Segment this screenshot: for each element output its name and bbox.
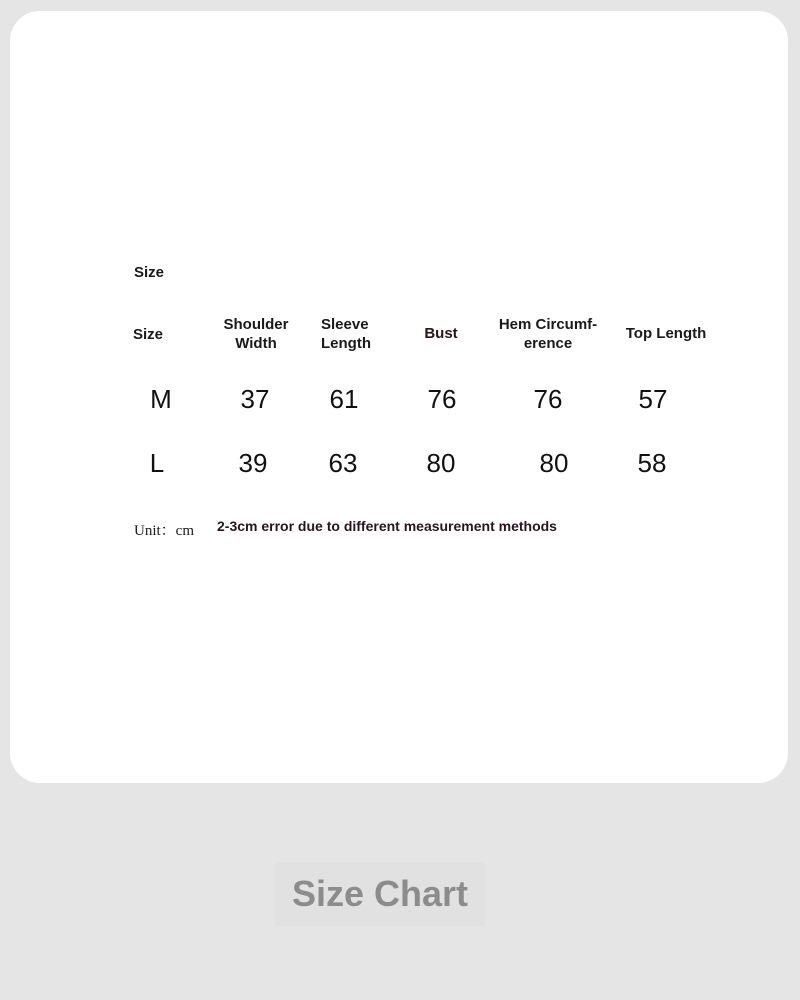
cell-l-hem: 80: [539, 448, 569, 478]
header-hem-line1: Hem Circumf-: [498, 316, 598, 333]
cell-m-hem: 76: [533, 384, 563, 414]
cell-m-bust: 76: [427, 384, 457, 414]
header-top-length: Top Length: [625, 325, 707, 342]
cell-l-bust: 80: [426, 448, 456, 478]
cell-l-sleeve: 63: [328, 448, 358, 478]
cell-m-sleeve: 61: [329, 384, 359, 414]
size-chart-title: Size Chart: [275, 862, 485, 926]
header-sleeve-length: [297, 315, 397, 353]
cell-m-top-length: 57: [638, 384, 668, 414]
header-sleeve-line1: Sleeve: [321, 316, 369, 333]
header-sleeve-line2: Length: [321, 335, 371, 352]
header-bust: Bust: [424, 325, 458, 342]
cell-l-size: L: [149, 448, 165, 478]
header-shoulder-line2: Width: [235, 335, 277, 352]
header-size: Size: [133, 326, 164, 343]
header-shoulder-line1: Shoulder: [223, 316, 289, 333]
measurement-error-note: 2-3cm error due to different measurement methods: [217, 518, 557, 534]
cell-m-shoulder: 37: [240, 384, 270, 414]
header-shoulder-width: [206, 315, 306, 353]
header-hem-line2: erence: [523, 335, 573, 352]
cell-l-top-length: 58: [637, 448, 667, 478]
cell-m-size: M: [150, 384, 172, 414]
header-hem-circumference: [488, 315, 608, 353]
table-caption: Size: [134, 264, 165, 281]
cell-l-shoulder: 39: [238, 448, 268, 478]
unit-note: Unit：cm: [134, 523, 194, 539]
